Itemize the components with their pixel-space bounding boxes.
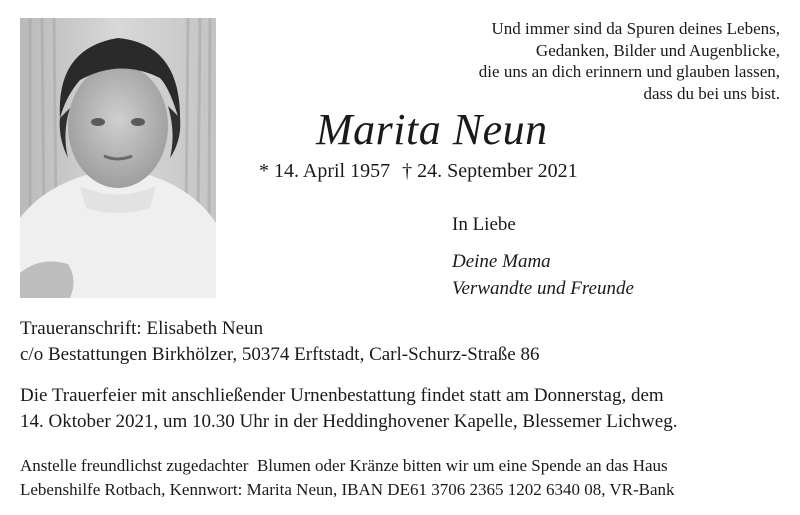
birth-date: * 14. April 1957 <box>259 160 391 182</box>
poem-line: dass du bei uns bist. <box>643 83 780 103</box>
donation-notice <box>20 454 790 502</box>
address-line: c/o Bestattungen Birkhölzer, 50374 Erftstadt, Carl-Schurz-Straße 86 <box>20 344 540 365</box>
poem-line: Und immer sind da Spuren deines Lebens, <box>491 19 780 38</box>
mourners-list <box>452 248 634 302</box>
mourning-address <box>20 316 540 368</box>
poem-line: die uns an dich erinnern und glauben lassen, <box>478 62 780 81</box>
memorial-poem <box>360 18 780 104</box>
funeral-ceremony-notice <box>20 383 790 435</box>
donation-line: Anstelle freundlichst zugedachter Blumen oder Kränze bitten wir um eine Spende an das Haus <box>20 456 668 475</box>
mourner-line: Deine Mama <box>452 251 551 272</box>
donation-line: Lebenshilfe Rotbach, Kennwort: Marita Neun, IBAN DE61 3706 2365 1202 6340 08, VR-Bank <box>20 480 675 499</box>
poem-line: Gedanken, Bilder und Augenblicke, <box>535 40 780 60</box>
death-date: † 24. September 2021 <box>402 160 578 182</box>
mourner-line: Verwandte und Freunde <box>452 278 634 299</box>
deceased-name: Marita Neun <box>316 105 548 154</box>
life-dates <box>259 160 578 183</box>
address-line: Traueranschrift: Elisabeth Neun <box>20 318 264 339</box>
portrait-photo <box>20 18 216 298</box>
ceremony-line: Die Trauerfeier mit anschließender Urnenbestattung findet statt am Donnerstag, dem <box>20 385 664 406</box>
ceremony-line: 14. Oktober 2021, um 10.30 Uhr in der Heddinghovener Kapelle, Blessemer Lichweg. <box>20 411 678 432</box>
mourners-intro: In Liebe <box>452 214 516 235</box>
